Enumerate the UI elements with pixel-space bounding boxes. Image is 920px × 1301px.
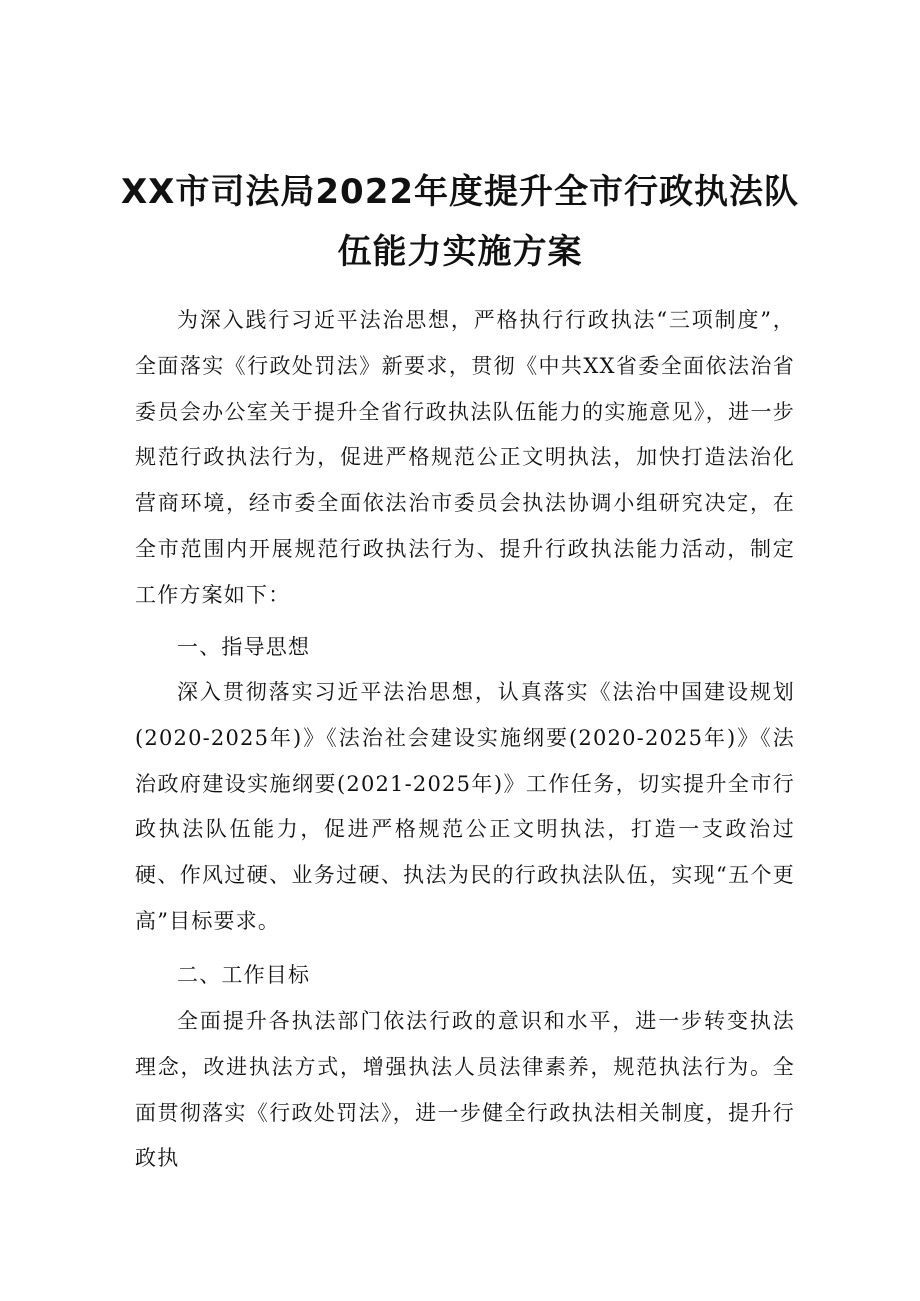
intro-paragraph: 为深入践行习近平法治思想，严格执行行政执法“三项制度”，全面落实《行政处罚法》新要求，贯彻《中共XX省委全面依法治省委员会办公室关于提升全省行政执法队伍能力的实施意见》，进一步规范行政执法行为，促进严格规范公正文明执法，加快打造法治化营商环境，经市委全面依法治市委员会执法协调小组研究决定，在全市范围内开展规范行政执法行为、提升行政执法能力活动，制定工作方案如下： [135,308,795,607]
section-1-heading: 一、指导思想 [177,635,311,659]
section-2-heading: 二、工作目标 [177,963,311,987]
document-title-line-1: XX市司法局2022年度提升全市行政执法队 [120,172,800,212]
document-title-line-2: 伍能力实施方案 [337,232,583,272]
section-2-paragraph: 全面提升各执法部门依法行政的意识和水平，进一步转变执法理念，改进执法方式，增强执法人员法律素养，规范执法行为。全面贯彻落实《行政处罚法》，进一步健全行政执法相关制度，提升行政执 [135,1009,795,1171]
section-1-paragraph: 深入贯彻落实习近平法治思想，认真落实《法治中国建设规划(2020-2025年)》《法治社会建设实施纲要(2020-2025年)》《法治政府建设实施纲要(2021-2025年)》工作任务，切实提升全市行政执法队伍能力，促进严格规范公正文明执法，打造一支政治过硬、作风过硬、业务过硬、执法为民的行政执法队伍，实现“五个更高”目标要求。 [135,680,795,933]
